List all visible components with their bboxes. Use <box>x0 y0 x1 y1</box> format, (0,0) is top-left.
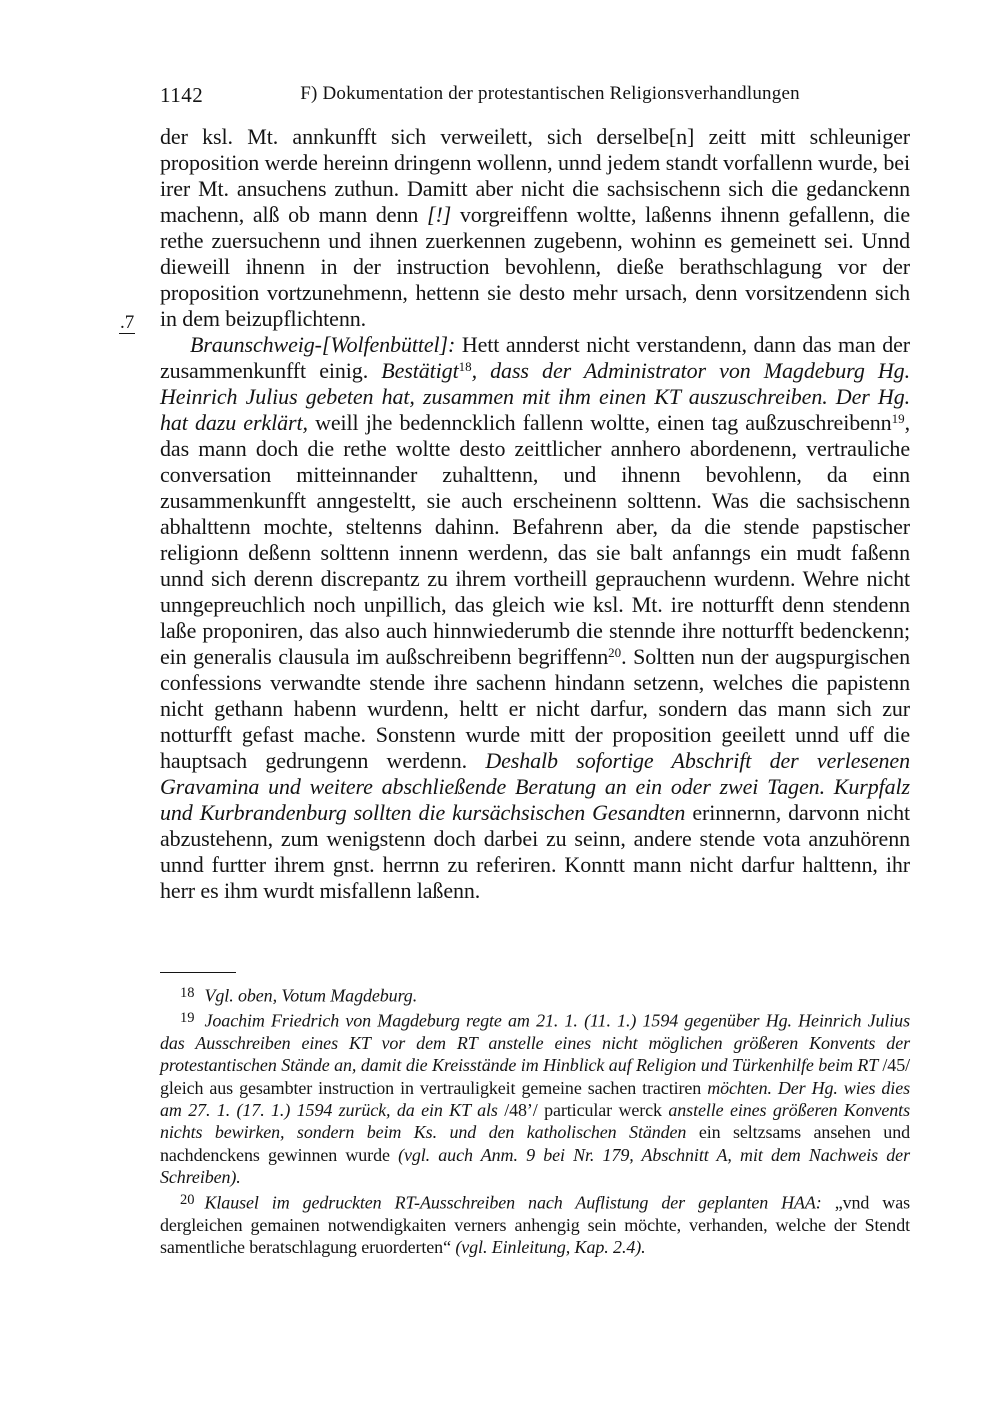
footnotes-section <box>160 972 910 1258</box>
text-run: erinnernn, darvonn nicht abzustehenn, zum wenigstenn doch darbei zu seinn, andere stende vota anzuhörenn unnd furtter ihrem gnst. herrnn zu referiren. Konntt mann nicht darfur halttenn, ihr herr es ihm wurdt misfallenn laßenn. <box>160 800 910 903</box>
italic-text-run: (vgl. Einleitung, Kap. 2.4). <box>455 1236 646 1257</box>
page-header <box>160 83 910 109</box>
italic-text-run: (vgl. auch Anm. 9 bei Nr. 179, Abschnitt A, mit dem Nachweis der Schreiben). <box>160 1144 910 1188</box>
italic-text-run: Joachim Friedrich von Magdeburg regte am 21. 1. (11. 1.) 1594 gegenüber Hg. Heinrich Julius das Ausschreiben eines KT vor dem RT anstelle eines nicht möglichen größeren Konvents der protestantischen Stände an, damit die Kreisstände im Hinblick auf Religion und Türkenhilfe beim RT <box>160 1010 910 1076</box>
text-run: „vnd was dergleichen gemainen notwendigkaiten verners anhengig sein möchte, verhanden, welche der Stendt samentliche beratschlagung eruorderten“ <box>160 1192 910 1257</box>
text-run: weill jhe bedenncklich fallenn woltte, einen tag außzuschreibenn <box>315 410 892 435</box>
italic-text-run: Braunschweig-[Wolfenbüttel]: <box>190 332 462 357</box>
text-run: , das mann doch die rethe woltte desto zeittlicher annhero abordenenn, vertrauliche conversation mitteinnander zuhalttenn, und ihnenn bevohlenn, da einn zusammenkunfft anngesteltt, sie auch erscheinenn solttenn. Was die sachsischenn abhalttenn mochte, steltenns dahinn. Befahrenn aber, da die stende papstischer religionn deßenn solttenn innenn werdenn, das sie balt anfanngs ein mudt faßenn unnd sich derenn discrepantz zu ihrem vortheill geprauchenn wurdenn. Wehre nicht unngepreuchlich noch unpillich, das gleich wie ksl. Mt. ire notturfft denn stendenn laße proponiren, das also auch hinnwiederumb die stennde ihre notturfft bedenckenn; ein generalis clausula im außschreibenn begriffenn <box>160 410 910 669</box>
text-run: /48’/ particular werck <box>504 1100 669 1121</box>
margin-folio-number-text: .7 <box>120 312 135 333</box>
text-run: . Soltten nun der augspurgischen confessions verwandte stende ihre sachenn hindann setzenn, welches die papistenn nicht gethann habenn wurdenn, heltt er nicht darfur, sondern das mann sich zur notturfft gefast mache. Sonstenn wurde mitt der proposition geeilett unnd uff die hauptsach gedrungenn werdenn. <box>160 644 910 773</box>
text-run: der ksl. Mt. annkunfft sich verweilett, sich derselbe[n] zeitt mitt schleuniger proposition werde hereinn dringenn wollenn, unnd jedem standt vorfallenn wurde, bei irer Mt. ansuchens zuthun. Damitt aber nicht die sachsischenn sich die gedanckenn machenn, alß ob mann denn <box>160 124 910 227</box>
footnote-number: 19 <box>180 1009 195 1026</box>
italic-text-run: Klausel im gedruckten RT-Ausschreiben nach Auflistung der geplanten HAA: <box>204 1192 835 1213</box>
italic-text-run: möchten. Der Hg. wies dies am 27. 1. (17. 1.) 1594 zurück, da ein KT als <box>160 1077 910 1121</box>
footnote-number: 18 <box>180 985 195 1001</box>
italic-text-run: Vgl. oben, Votum Magdeburg. <box>204 985 418 1006</box>
italic-text-run: , dass der Administrator von Magdeburg Hg. Heinrich Julius gebeten hat, zusammen mit ihm einen KT auszuschreiben. Der Hg. hat dazu erklärt, <box>160 358 910 435</box>
paragraph-2 <box>160 332 910 904</box>
body-text <box>160 124 910 904</box>
footnote-separator-rule <box>160 972 236 973</box>
italic-text-run: Bestätigt <box>381 358 459 383</box>
footnote-ref-18: 18 <box>458 359 472 374</box>
footnote-text <box>160 1010 910 1187</box>
footnote-text <box>160 1192 910 1257</box>
footnote-number: 20 <box>180 1191 195 1208</box>
footnote-text <box>205 986 418 1006</box>
running-title: F) Dokumentation der protestantischen Religionsverhandlungen <box>300 83 800 104</box>
italic-text-run: Deshalb sofortige Abschrift der verlesenen Gravamina und weitere abschließende Beratung an ein oder zwei Tagen. Kurpfalz und Kurbrandenburg sollten die kursächsischen Gesandten <box>160 748 910 825</box>
italic-text-run: [!] <box>427 202 452 227</box>
text-run: Hett annderst nicht verstandenn, dann das man der zusammenkunfft einig. <box>160 332 910 383</box>
margin-folio-number <box>119 313 135 334</box>
text-run: ein seltzsams ansehen und nachdenckens gewinnen wurde <box>160 1122 910 1165</box>
text-run: vorgreiffenn woltte, laßenns ihnenn gefallenn, die rethe zuersuchenn und ihnen zuerkennen zugebenn, wohinn es gemeinett sei. Unnd dieweill ihnenn in der instruction bevohlenn, dieße berathschlagung vor der proposition vortzunehmenn, hettenn sie desto mehr ursach, denn vorsitzendenn sich in dem beizupflichtenn. <box>160 202 911 331</box>
footnote-19 <box>160 1007 910 1189</box>
footnote-ref-19: 19 <box>891 411 905 426</box>
text-run: /45/ gleich aus gesambter instruction in vertrauligkeit gemeine sachen tractiren <box>160 1055 910 1098</box>
page-number: 1142 <box>160 83 204 107</box>
footnote-20 <box>160 1189 910 1259</box>
footnote-18 <box>160 982 910 1007</box>
footnote-ref-20: 20 <box>608 645 622 660</box>
italic-text-run: anstelle eines größeren Konvents nichts bewirken, sondern beim Ks. und den katholischen Ständen <box>160 1100 910 1143</box>
paragraph-1 <box>160 124 910 332</box>
